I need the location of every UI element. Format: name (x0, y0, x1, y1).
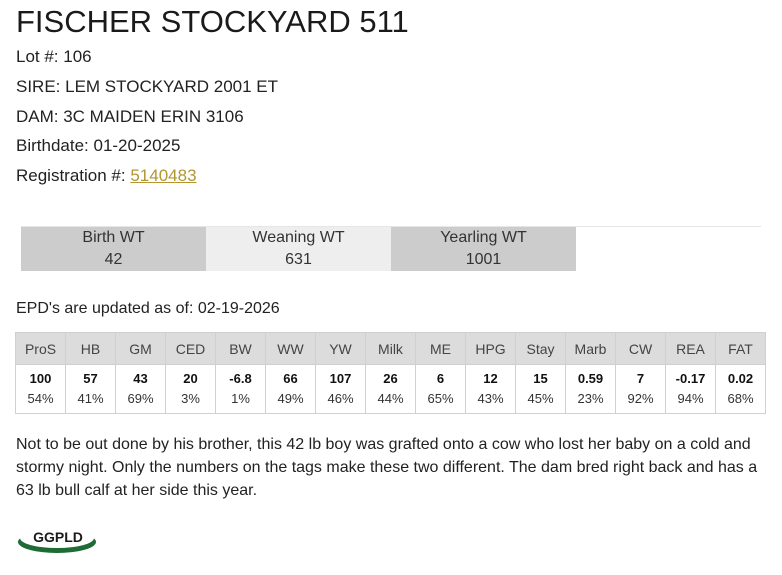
epd-header-cell: GM (116, 333, 166, 365)
epd-percentile: 23% (577, 391, 604, 406)
epd-value: 7 (636, 371, 645, 386)
epd-value-cell (566, 365, 616, 414)
birthdate-line: Birthdate: 01-20-2025 (16, 136, 181, 155)
epd-value-cell (216, 365, 266, 414)
registration-number-link[interactable]: 5140483 (130, 166, 197, 185)
weight-label: Birth WT (82, 229, 145, 246)
epd-header-row (16, 333, 766, 365)
epd-value: 0.59 (577, 371, 604, 386)
ggpld-logo[interactable] (16, 521, 100, 557)
epd-percentile: 3% (181, 391, 200, 406)
epd-value: 6 (436, 371, 445, 386)
epd-value: 100 (29, 371, 52, 386)
epd-header-cell: Marb (566, 333, 616, 365)
weight-value: 1001 (465, 251, 502, 268)
weight-label: Yearling WT (440, 229, 527, 246)
epd-header-cell: WW (266, 333, 316, 365)
epd-table (15, 332, 766, 414)
epd-updated-date: EPD's are updated as of: 02-19-2026 (16, 300, 280, 317)
epd-value: 15 (533, 371, 548, 386)
epd-header-cell: Milk (366, 333, 416, 365)
weaning-weight-cell (206, 227, 391, 271)
epd-percentile: 44% (377, 391, 404, 406)
epd-value: 26 (383, 371, 398, 386)
birth-weight-cell (21, 227, 206, 271)
weight-label: Weaning WT (252, 229, 345, 246)
epd-percentile: 68% (727, 391, 754, 406)
animal-description: Not to be out done by his brother, this 42 lb boy was grafted onto a cow who lost her baby on a cold and stormy night. Only the numbers on the tags make these two different. The dam bred right back and has a 63 lb bull calf at her side this year. (16, 436, 758, 499)
epd-percentile: 46% (327, 391, 354, 406)
weights-panel (21, 227, 576, 271)
epd-header-cell: REA (666, 333, 716, 365)
epd-value-cell (366, 365, 416, 414)
epd-percentile: 94% (677, 391, 704, 406)
weight-value: 631 (285, 251, 312, 268)
epd-value: 66 (283, 371, 298, 386)
epd-value-cell (666, 365, 716, 414)
epd-percentile: 65% (427, 391, 454, 406)
dam-line: DAM: 3C MAIDEN ERIN 3106 (16, 107, 244, 126)
epd-value: 20 (183, 371, 198, 386)
epd-percentile: 45% (527, 391, 554, 406)
epd-header-cell: HPG (466, 333, 516, 365)
epd-value: -0.17 (675, 371, 706, 386)
epd-percentile: 41% (77, 391, 104, 406)
epd-header-cell: YW (316, 333, 366, 365)
epd-percentile: 69% (127, 391, 154, 406)
epd-header-cell: ME (416, 333, 466, 365)
lot-number: Lot #: 106 (16, 47, 92, 66)
registration-line (16, 166, 197, 186)
epd-value-cell (716, 365, 766, 414)
epd-header-cell: HB (66, 333, 116, 365)
epd-header-cell: FAT (716, 333, 766, 365)
epd-percentile: 92% (627, 391, 654, 406)
epd-value: 0.02 (727, 371, 754, 386)
epd-value: 107 (329, 371, 352, 386)
epd-value-cell (16, 365, 66, 414)
epd-value-cell (516, 365, 566, 414)
epd-value: 57 (83, 371, 98, 386)
epd-value-cell (466, 365, 516, 414)
epd-value-cell (266, 365, 316, 414)
epd-percentile: 49% (277, 391, 304, 406)
epd-value-cell (66, 365, 116, 414)
epd-value: 43 (133, 371, 148, 386)
epd-header-cell: CW (616, 333, 666, 365)
epd-value-row (16, 365, 766, 414)
epd-header-cell: CED (166, 333, 216, 365)
epd-percentile: 1% (231, 391, 250, 406)
epd-value-cell (416, 365, 466, 414)
sire-line: SIRE: LEM STOCKYARD 2001 ET (16, 77, 279, 96)
epd-value: 12 (483, 371, 498, 386)
epd-header-cell: ProS (16, 333, 66, 365)
epd-value: -6.8 (229, 371, 252, 386)
registration-label: Registration #: (16, 166, 131, 185)
weight-value: 42 (104, 251, 123, 268)
epd-value-cell (116, 365, 166, 414)
animal-name-title: FISCHER STOCKYARD 511 (16, 4, 409, 39)
yearling-weight-cell (391, 227, 576, 271)
epd-percentile: 54% (27, 391, 54, 406)
epd-value-cell (316, 365, 366, 414)
logo-text: GGPLD (33, 529, 83, 545)
epd-header-cell: BW (216, 333, 266, 365)
epd-header-cell: Stay (516, 333, 566, 365)
epd-value-cell (166, 365, 216, 414)
epd-percentile: 43% (477, 391, 504, 406)
epd-value-cell (616, 365, 666, 414)
